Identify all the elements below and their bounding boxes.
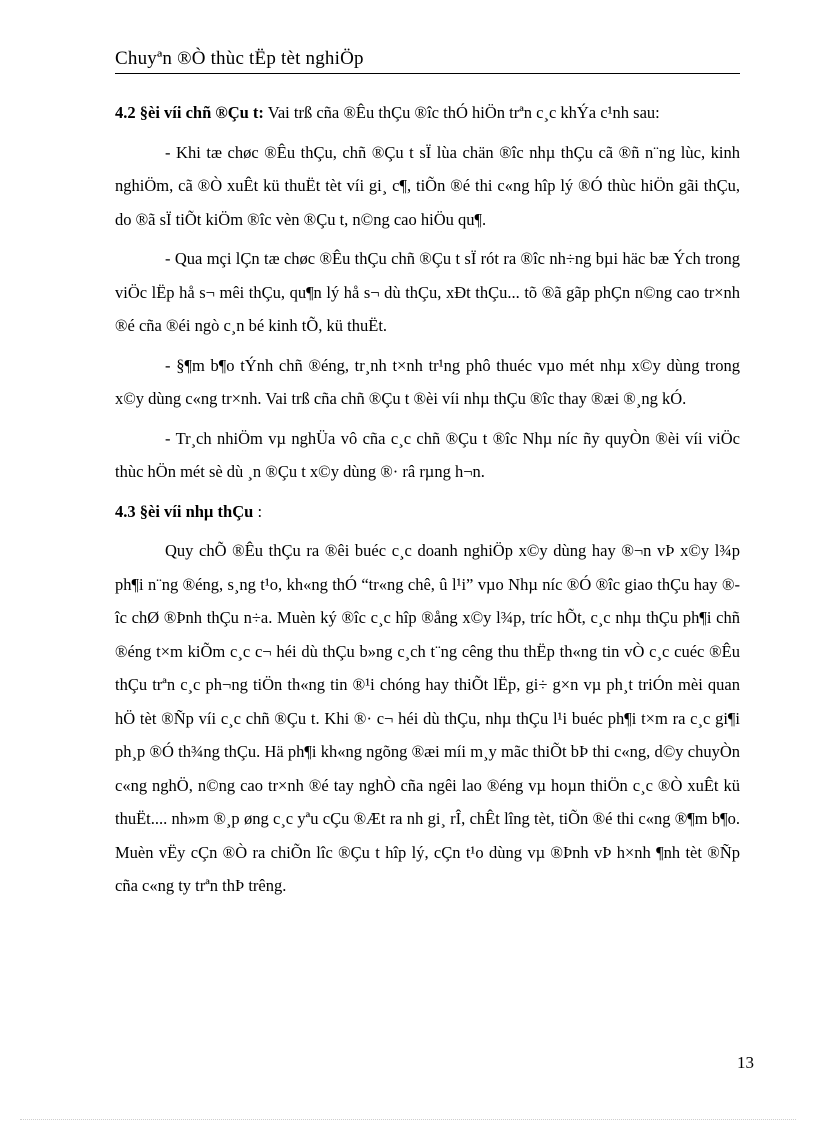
- page-bottom-border: [20, 1119, 796, 1120]
- paragraph: - Khi tæ chøc ®Êu thÇu, chñ ®Çu t sÏ lùa chän ®îc nhµ thÇu cã ®ñ n¨ng lùc, kinh nghiÖm, cã ®Ò xuÊt kü thuËt tèt víi gi¸ c¶, tiÕn ®é thi c«ng hîp lý ®Ó thùc hiÖn gãi thÇu, do ®ã sÏ tiÕt kiÖm ®îc vèn ®Çu t, n©ng cao hiÖu qu¶.: [115, 142, 740, 229]
- section-intro-text: :: [253, 501, 263, 521]
- page-number: 13: [737, 1053, 754, 1072]
- section-intro-text: Vai trß cña ®Êu thÇu ®îc thÓ hiÖn trªn c¸c khÝa c¹nh sau:: [263, 103, 660, 122]
- paragraph: - Tr¸ch nhiÖm vµ nghÜa vô cña c¸c chñ ®Çu t ®îc Nhµ níc ñy quyÒn ®èi víi viÖc thùc hÖn mét sè dù ¸n ®Çu t x©y dùng ®· râ rµng h¬n.: [115, 428, 740, 481]
- paragraph: - §¶m b¶o tÝnh chñ ®éng, tr¸nh t×nh tr¹ng phô thuéc vµo mét nhµ x©y dùng trong x©y dùng c«ng tr×nh. Vai trß cña chñ ®Çu t ®èi víi nhµ thÇu ®îc thay ®æi ®¸ng kÓ.: [115, 355, 740, 408]
- section-heading: 4.2 §èi víi chñ ®Çu t:: [115, 103, 264, 122]
- running-header: Chuyªn ®Ò thùc tËp tèt nghiÖp: [115, 48, 364, 69]
- section-4-2-intro: [115, 96, 740, 130]
- section-heading: 4.3 §èi víi nhµ thÇu: [115, 501, 254, 521]
- paragraph: Quy chÕ ®Êu thÇu ra ®êi buéc c¸c doanh nghiÖp x©y dùng hay ®¬n vÞ x©y l¾p ph¶i n¨ng ®éng, s¸ng t¹o, kh«ng thÓ “tr«ng chê, û l¹i” vµo Nhµ níc ®Ó ®îc giao thÇu hay ®îc chØ ®Þnh thÇu n÷a. Muèn ký ®îc c¸c hîp ®ång x©y l¾p, tríc hÕt, c¸c nhµ thÇu ph¶i chñ ®éng t×m kiÕm c¸c c¬ héi dù thÇu b»ng c¸ch t¨ng cêng thu thËp th«ng tin vÒ c¸c cuéc ®Êu thÇu trªn c¸c ph¬ng tiÖn th«ng tin ®¹i chóng hay thiÕt lËp, gi÷ g×n vµ ph¸t triÓn mèi quan hÖ tèt ®Ñp víi c¸c chñ ®Çu t. Khi ®· c¬ héi dù thÇu, nhµ thÇu l¹i buéc ph¶i t×m ra c¸c gi¶i ph¸p ®Ó th¾ng thÇu. Hä ph¶i kh«ng ngõng ®æi míi m¸y mãc thiÕt bÞ thi c«ng, d©y chuyÒn c«ng nghÖ, n©ng cao tr×nh ®é tay nghÒ cña ngêi lao ®éng vµ hoµn thiÖn c¸c ®Ò xuÊt kü thuËt.... nh»m ®¸p øng c¸c yªu cÇu ®Æt ra nh gi¸ rÎ, chÊt lîng tèt, tiÕn ®é thi c«ng ®¶m b¶o. Muèn vËy cÇn ®Ò ra chiÕn lîc ®Çu t hîp lý, cÇn t¹o dùng vµ ®Þnh vÞ h×nh ¶nh tèt ®Ñp cña c«ng ty trªn thÞ trêng.: [115, 541, 740, 895]
- section-4-3-heading: [115, 495, 740, 529]
- document-body: [115, 96, 740, 909]
- paragraph: - Qua mçi lÇn tæ chøc ®Êu thÇu chñ ®Çu t sÏ rót ra ®îc nh÷ng bµi häc bæ Ých trong viÖc lËp hå s¬ mêi thÇu, qu¶n lý hå s¬ dù thÇu, xÐt thÇu... tõ ®ã gãp phÇn n©ng cao tr×nh ®é cña ®éi ngò c¸n bé kinh tÕ, kü thuËt.: [115, 249, 740, 335]
- header-divider: [115, 73, 740, 74]
